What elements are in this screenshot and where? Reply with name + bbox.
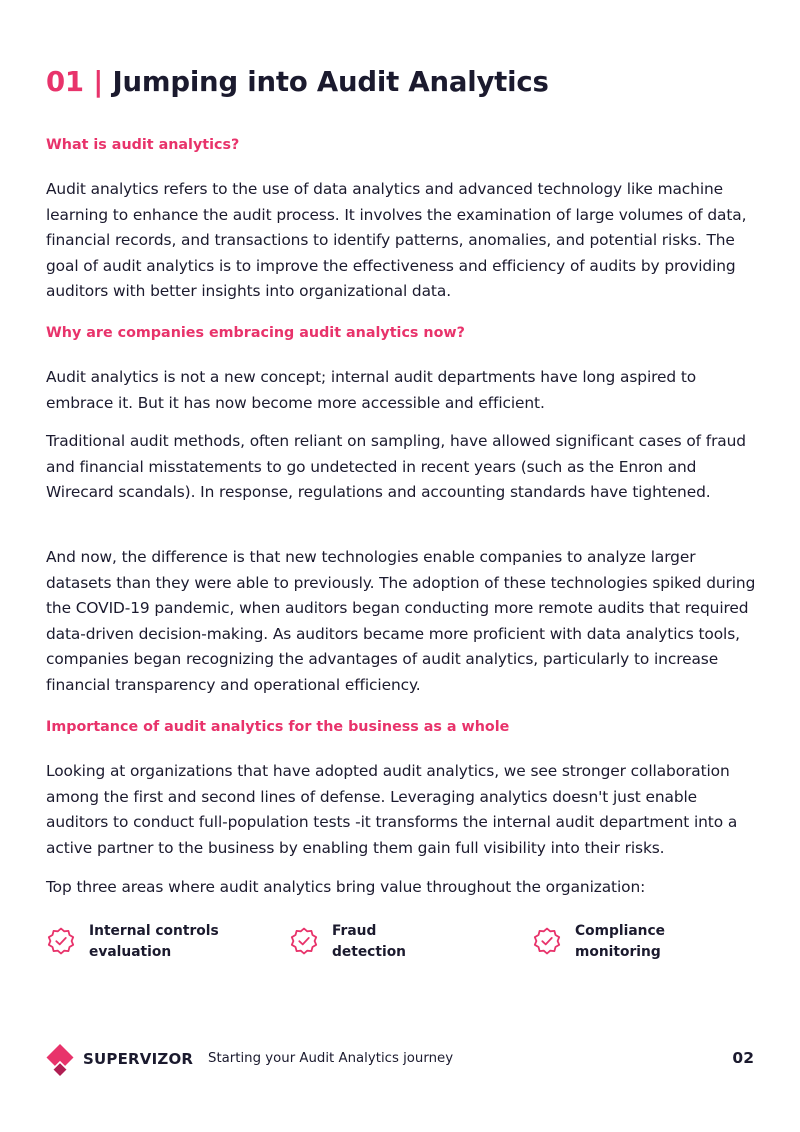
section-heading-what-is: What is audit analytics? — [46, 137, 240, 153]
section-heading-importance: Importance of audit analytics for the business as a whole — [46, 719, 510, 735]
paragraph-collaboration: Looking at organizations that have adopted audit analytics, we see stronger collaboration among the first and second lines of defense. Leveraging analytics doesn't just enable auditors to conduct full-population tests -it transforms the internal audit department into a active partner to the business by enabling them gain full visibility into their risks. — [46, 762, 738, 857]
page-footer — [0, 1040, 800, 1080]
check-badge-icon — [532, 926, 562, 956]
paragraph-traditional-methods: Traditional audit methods, often reliant on sampling, have allowed significant cases of fraud and financial misstatements to go undetected in recent years (such as the Enron and Wirecard scandals). In response, regulations and accounting standards have tightened. — [46, 432, 746, 502]
paragraph-new-technologies: And now, the difference is that new technologies enable companies to analyze larger datasets than they were able to previously. The adoption of these technologies spiked during the COVID-19 pandemic, when auditors began conducting more remote audits that required data-driven decision-making. As auditors became more proficient with data analytics tools, companies began recognizing the advantages of audit analytics, particularly to increase financial transparency and operational efficiency. — [46, 548, 756, 694]
value-area-label: Fraud detection — [332, 923, 406, 960]
value-area-label: Compliance monitoring — [575, 923, 665, 960]
check-badge-icon — [289, 926, 319, 956]
supervizor-logo-icon — [45, 1043, 77, 1077]
check-badge-icon — [46, 926, 76, 956]
paragraph-top-three: Top three areas where audit analytics bring value throughout the organization: — [46, 878, 646, 896]
title-text: Jumping into Audit Analytics — [112, 66, 549, 98]
value-area-label: Internal controls evaluation — [89, 923, 219, 960]
section-heading-why-now: Why are companies embracing audit analytics now? — [46, 325, 465, 341]
value-area-internal-controls — [46, 921, 239, 962]
page-number: 02 — [732, 1049, 754, 1067]
title-separator: | — [93, 66, 104, 98]
section-number: 01 — [46, 66, 84, 98]
value-area-fraud-detection — [289, 921, 482, 962]
value-area-compliance-monitoring — [532, 921, 725, 962]
paragraph-definition: Audit analytics refers to the use of data analytics and advanced technology like machine learning to enhance the audit process. It involves the examination of large volumes of data, financial records, and transactions to identify patterns, anomalies, and potential risks. The goal of audit analytics is to improve the effectiveness and efficiency of audits by providing auditors with better insights into organizational data. — [46, 180, 747, 301]
page-title — [46, 66, 549, 98]
paragraph-not-new: Audit analytics is not a new concept; internal audit departments have long aspired to embrace it. But it has now become more accessible and efficient. — [46, 368, 697, 412]
document-title: Starting your Audit Analytics journey — [208, 1051, 454, 1066]
brand-name: SUPERVIZOR — [83, 1050, 194, 1068]
